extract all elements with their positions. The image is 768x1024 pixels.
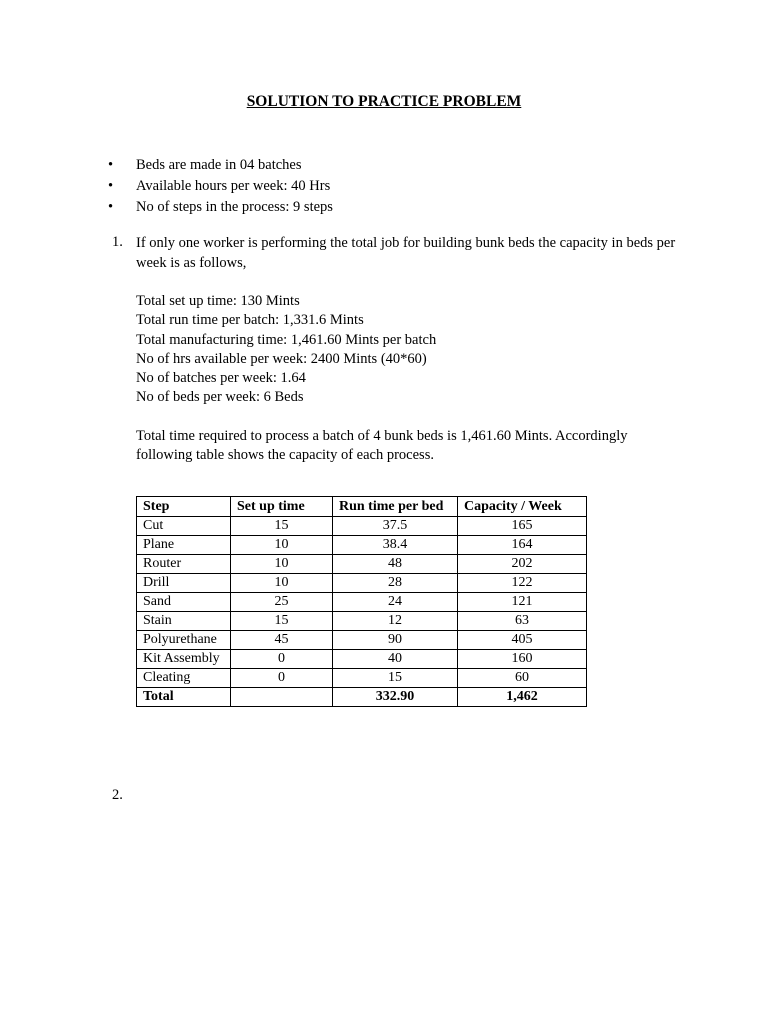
table-cell: 28 xyxy=(333,574,458,593)
capacity-paragraph: Total time required to process a batch of 4 bunk beds is 1,461.60 Mints. Accordingly following table shows the capacity of each process. xyxy=(136,427,628,464)
table-cell: 10 xyxy=(231,555,333,574)
table-cell: 15 xyxy=(333,669,458,688)
total-cell xyxy=(231,688,333,707)
table-cell: 63 xyxy=(458,612,587,631)
header-step: Step xyxy=(137,497,231,517)
table-cell: 0 xyxy=(231,650,333,669)
table-cell: Stain xyxy=(137,612,231,631)
table-row xyxy=(137,517,587,536)
table-header-row xyxy=(137,497,587,517)
table-row xyxy=(137,555,587,574)
table-row xyxy=(137,536,587,555)
calc-line: Total set up time: 130 Mints xyxy=(136,293,300,309)
table-cell: 405 xyxy=(458,631,587,650)
table-cell: Cut xyxy=(137,517,231,536)
table-cell: 48 xyxy=(333,555,458,574)
table-cell: 45 xyxy=(231,631,333,650)
table-cell: 10 xyxy=(231,536,333,555)
bullet-item: • Beds are made in 04 batches xyxy=(108,155,333,176)
table-cell: Router xyxy=(137,555,231,574)
table-cell: 24 xyxy=(333,593,458,612)
page-title: SOLUTION TO PRACTICE PROBLEM xyxy=(246,93,522,110)
table-row xyxy=(137,631,587,650)
table-cell: 165 xyxy=(458,517,587,536)
capacity-table xyxy=(136,496,587,707)
table-cell: 15 xyxy=(231,612,333,631)
table-cell: 121 xyxy=(458,593,587,612)
table-row xyxy=(137,650,587,669)
calc-line: No of batches per week: 1.64 xyxy=(136,370,306,387)
header-run-time: Run time per bed xyxy=(333,497,458,517)
calc-line: Total manufacturing time: 1,461.60 Mints per batch xyxy=(136,331,437,348)
header-capacity: Capacity / Week xyxy=(458,497,587,517)
bullet-item: • No of steps in the process: 9 steps xyxy=(108,197,333,218)
table-cell: 25 xyxy=(231,593,333,612)
calc-line: Total run time per batch: 1,331.6 Mints xyxy=(136,312,364,329)
table-cell: 164 xyxy=(458,536,587,555)
total-cell: Total xyxy=(137,688,231,707)
table-cell: 60 xyxy=(458,669,587,688)
table-cell: 202 xyxy=(458,555,587,574)
total-cell: 1,462 xyxy=(458,688,587,707)
question-intro: If only one worker is performing the total job for building bunk beds the capacity in beds per week is as follows, xyxy=(136,235,676,271)
question-2-number: 2. xyxy=(112,787,123,803)
table-cell: 40 xyxy=(333,650,458,669)
table-row xyxy=(137,593,587,612)
table-cell: 15 xyxy=(231,517,333,536)
table-cell: 160 xyxy=(458,650,587,669)
table-row xyxy=(137,574,587,593)
table-cell: Kit Assembly xyxy=(137,650,231,669)
table-cell: Sand xyxy=(137,593,231,612)
question-number: 1. xyxy=(112,234,123,250)
header-setup-time: Set up time xyxy=(231,497,333,517)
table-cell: Plane xyxy=(137,536,231,555)
table-row xyxy=(137,612,587,631)
table-cell: Cleating xyxy=(137,669,231,688)
table-cell: 0 xyxy=(231,669,333,688)
calc-line: No of hrs available per week: 2400 Mints (40*60) xyxy=(136,350,427,367)
table-cell: Drill xyxy=(137,574,231,593)
table-total-row xyxy=(137,688,587,707)
calculation-lines xyxy=(136,292,682,408)
bullet-list xyxy=(108,155,333,218)
calc-line: No of beds per week: 6 Beds xyxy=(136,389,304,406)
total-cell: 332.90 xyxy=(333,688,458,707)
table-cell: Polyurethane xyxy=(137,631,231,650)
table-row xyxy=(137,669,587,688)
table-cell: 37.5 xyxy=(333,517,458,536)
bullet-item: • Available hours per week: 40 Hrs xyxy=(108,176,333,197)
question-1 xyxy=(112,234,682,466)
table-cell: 10 xyxy=(231,574,333,593)
table-cell: 90 xyxy=(333,631,458,650)
table-cell: 38.4 xyxy=(333,536,458,555)
table-cell: 122 xyxy=(458,574,587,593)
table-cell: 12 xyxy=(333,612,458,631)
